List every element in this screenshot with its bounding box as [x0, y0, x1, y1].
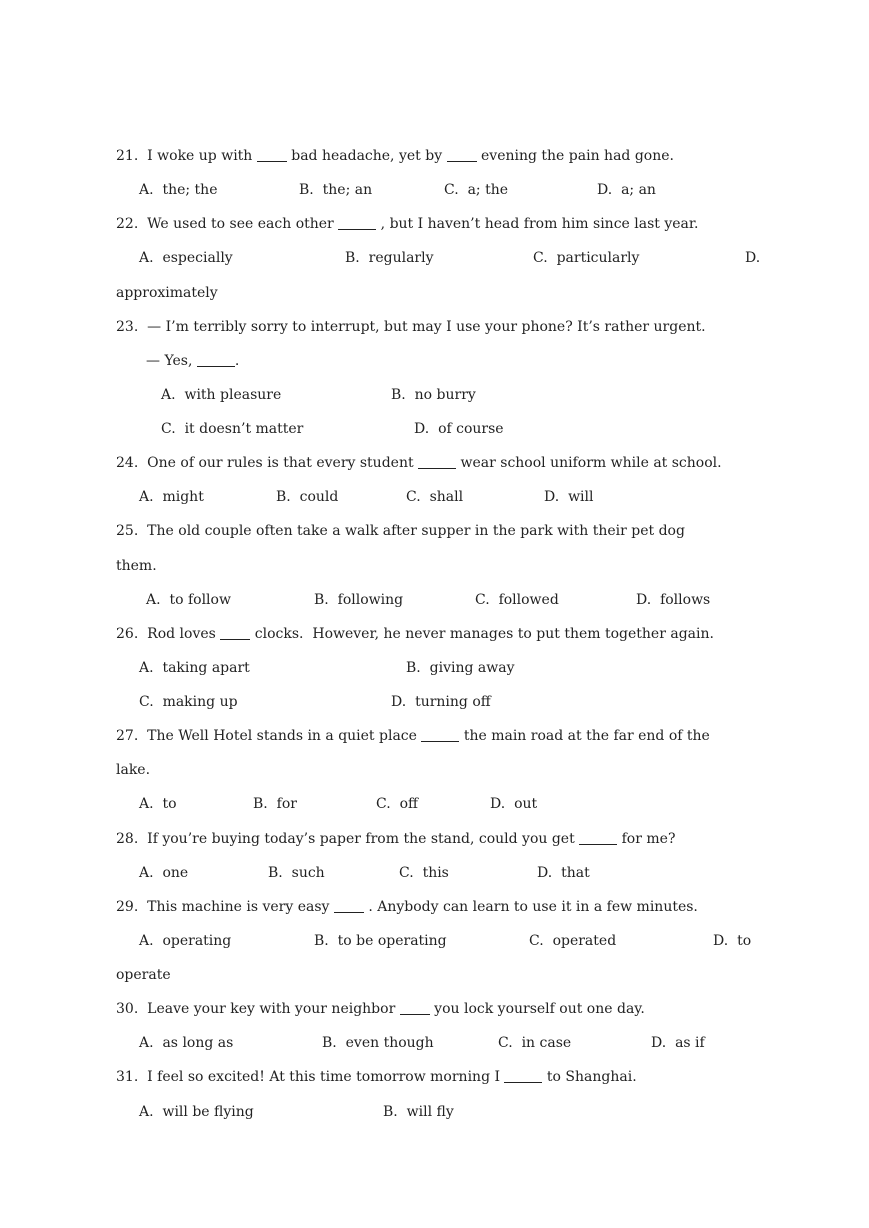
question-number: 23.	[116, 319, 139, 335]
question-text: Rod loves	[147, 626, 216, 642]
option-a: A. one	[139, 865, 189, 881]
option-c: C. it doesn’t matter	[161, 421, 304, 437]
question-text: The old couple often take a walk after supper in the park with their pet dog	[147, 523, 685, 539]
option-d: D. out	[490, 796, 538, 812]
option-c: C. this	[399, 865, 449, 881]
question-text: I feel so excited! At this time tomorrow morning I	[147, 1069, 501, 1085]
question-29	[116, 897, 698, 917]
question-text: to Shanghai.	[546, 1069, 637, 1085]
question-text: The Well Hotel stands in a quiet place	[147, 728, 417, 744]
question-text: — I’m terribly sorry to interrupt, but may I use your phone? It’s rather urgent.	[147, 319, 706, 335]
option-a: A. operating	[139, 933, 232, 949]
option-d: D.	[745, 250, 761, 266]
option-c: C. in case	[498, 1035, 572, 1051]
reply-punctuation: .	[234, 353, 240, 369]
question-22	[116, 214, 699, 234]
answer-blank	[418, 454, 456, 469]
answer-blank	[334, 898, 364, 913]
question-31	[116, 1067, 637, 1087]
question-number: 29.	[116, 899, 139, 915]
question-number: 26.	[116, 626, 139, 642]
option-c: C. particularly	[533, 250, 640, 266]
answer-blank	[197, 352, 235, 367]
question-text: evening the pain had gone.	[481, 148, 674, 164]
question-number: 21.	[116, 148, 139, 164]
option-b: B. giving away	[406, 660, 515, 676]
option-a: A. taking apart	[139, 660, 250, 676]
option-d: D. follows	[636, 592, 711, 608]
question-27	[116, 726, 710, 746]
option-b: B. the; an	[299, 182, 373, 198]
option-b: B. following	[314, 592, 404, 608]
question-number: 30.	[116, 1001, 139, 1017]
dialogue-reply	[146, 351, 239, 371]
answer-blank	[579, 830, 617, 845]
question-26	[116, 624, 714, 644]
option-b: B. will fly	[383, 1104, 454, 1120]
question-24	[116, 453, 722, 473]
question-text: One of our rules is that every student	[147, 455, 414, 471]
question-number: 22.	[116, 216, 139, 232]
question-number: 25.	[116, 523, 139, 539]
answer-blank	[220, 625, 250, 640]
option-a: A. as long as	[139, 1035, 234, 1051]
question-text: We used to see each other	[147, 216, 334, 232]
option-b: B. for	[253, 796, 297, 812]
question-text: Leave your key with your neighbor	[147, 1001, 396, 1017]
option-c: C. followed	[475, 592, 559, 608]
option-a: A. might	[139, 489, 204, 505]
option-b: B. to be operating	[314, 933, 447, 949]
question-text: the main road at the far end of the	[463, 728, 710, 744]
option-b: B. such	[268, 865, 325, 881]
question-text: This machine is very easy	[147, 899, 330, 915]
question-text: clocks. However, he never manages to put them together again.	[254, 626, 714, 642]
question-text: for me?	[621, 831, 676, 847]
option-d: D. will	[544, 489, 594, 505]
option-a: A. with pleasure	[161, 387, 282, 403]
option-c: C. shall	[406, 489, 464, 505]
question-number: 31.	[116, 1069, 139, 1085]
question-25	[116, 521, 685, 541]
question-number: 27.	[116, 728, 139, 744]
option-d: D. turning off	[391, 694, 491, 710]
question-28	[116, 829, 675, 849]
question-text-continued: them.	[116, 558, 157, 574]
option-d: D. as if	[651, 1035, 705, 1051]
question-text: you lock yourself out one day.	[434, 1001, 645, 1017]
question-21	[116, 146, 674, 166]
question-text: wear school uniform while at school.	[460, 455, 722, 471]
answer-blank	[338, 215, 376, 230]
question-text: . Anybody can learn to use it in a few minutes.	[368, 899, 698, 915]
option-c: C. a; the	[444, 182, 509, 198]
answer-blank	[421, 727, 459, 742]
answer-blank	[504, 1068, 542, 1083]
option-b: B. no burry	[391, 387, 476, 403]
question-number: 28.	[116, 831, 139, 847]
option-d-text: operate	[116, 967, 171, 983]
question-text: I woke up with	[147, 148, 253, 164]
option-d-text: approximately	[116, 285, 218, 301]
option-d: D. of course	[414, 421, 504, 437]
option-b: B. even though	[322, 1035, 434, 1051]
option-a: A. the; the	[139, 182, 218, 198]
option-a: A. especially	[139, 250, 233, 266]
question-30	[116, 999, 645, 1019]
option-d: D. that	[537, 865, 590, 881]
option-c: C. operated	[529, 933, 617, 949]
answer-blank	[400, 1000, 430, 1015]
answer-blank	[257, 147, 287, 162]
question-text: If you’re buying today’s paper from the stand, could you get	[147, 831, 575, 847]
option-d: D. to	[713, 933, 752, 949]
question-text: , but I haven’t head from him since last year.	[380, 216, 699, 232]
option-c: C. making up	[139, 694, 238, 710]
option-a: A. will be flying	[139, 1104, 254, 1120]
option-d: D. a; an	[597, 182, 656, 198]
option-a: A. to	[139, 796, 177, 812]
option-b: B. regularly	[345, 250, 434, 266]
question-text: bad headache, yet by	[291, 148, 443, 164]
option-c: C. off	[376, 796, 418, 812]
question-text-continued: lake.	[116, 762, 151, 778]
answer-blank	[447, 147, 477, 162]
reply-text: — Yes,	[146, 353, 193, 369]
option-a: A. to follow	[146, 592, 231, 608]
option-b: B. could	[276, 489, 339, 505]
question-23	[116, 317, 706, 337]
question-number: 24.	[116, 455, 139, 471]
